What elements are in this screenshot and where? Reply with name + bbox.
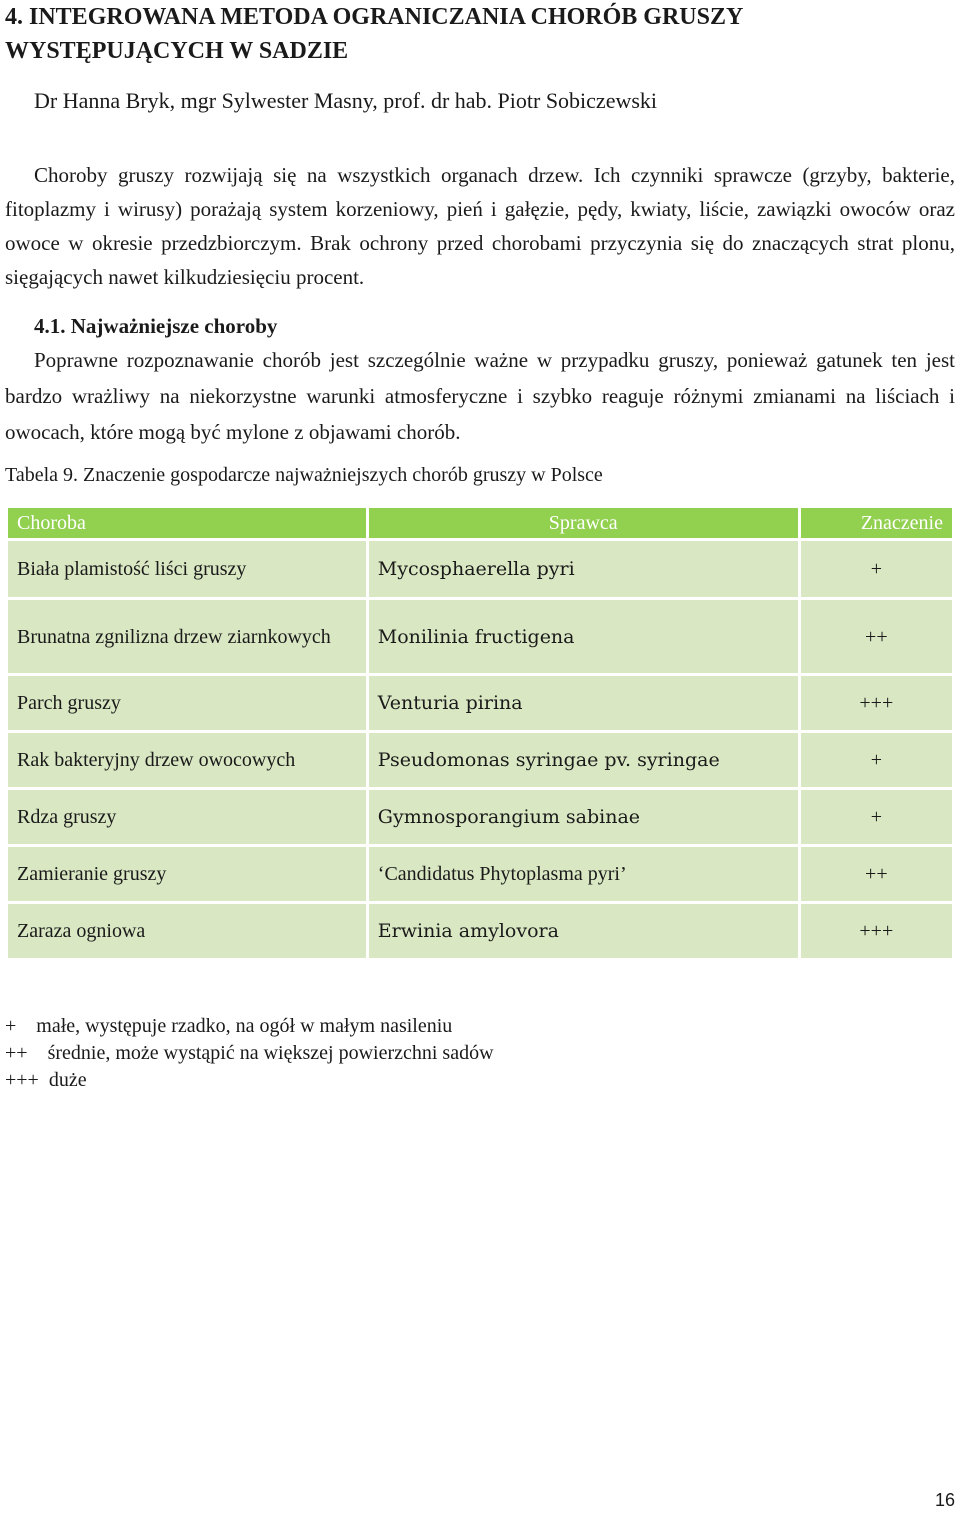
disease-cell: Parch gruszy bbox=[8, 676, 366, 730]
legend-symbol: ++ bbox=[5, 1042, 28, 1064]
legend-item bbox=[5, 1067, 494, 1094]
pathogen-cell: ‘Candidatus Phytoplasma pyri’ bbox=[369, 847, 798, 901]
disease-cell: Zamieranie gruszy bbox=[8, 847, 366, 901]
section-paragraph: Poprawne rozpoznawanie chorób jest szczególnie ważne w przypadku gruszy, ponieważ gatunek ten jest bardzo wrażliwy na niekorzystne warunki atmosferyczne i szybko reaguje różnymi zmianami na liściach i owocach, które mogą być mylone z objawami chorób. bbox=[5, 348, 955, 444]
authors: Dr Hanna Bryk, mgr Sylwester Masny, prof. dr hab. Piotr Sobiczewski bbox=[34, 88, 658, 113]
importance-cell: + bbox=[801, 733, 952, 787]
importance-cell: + bbox=[801, 541, 952, 597]
pathogen-cell: Erwinia amylovora bbox=[369, 904, 798, 958]
legend-text: małe, występuje rzadko, na ogół w małym nasileniu bbox=[36, 1015, 453, 1037]
pathogen-cell: Pseudomonas syringae pv. syringae bbox=[369, 733, 798, 787]
table-caption: Tabela 9. Znaczenie gospodarcze najważniejszych chorób gruszy w Polsce bbox=[5, 464, 603, 486]
section-heading: 4.1. Najważniejsze choroby bbox=[34, 314, 278, 338]
table-header-row bbox=[8, 508, 952, 538]
table-row bbox=[8, 847, 952, 901]
table-row bbox=[8, 733, 952, 787]
table-row bbox=[8, 904, 952, 958]
legend-item bbox=[5, 1040, 494, 1067]
pathogen-cell: Venturia pirina bbox=[369, 676, 798, 730]
pathogen-cell: Monilinia fructigena bbox=[369, 600, 798, 673]
legend-symbol: + bbox=[5, 1015, 17, 1037]
table-row bbox=[8, 600, 952, 673]
pathogen-cell: Gymnosporangium sabinae bbox=[369, 790, 798, 844]
disease-table bbox=[5, 505, 955, 961]
disease-cell: Rdza gruszy bbox=[8, 790, 366, 844]
chapter-title: 4. INTEGROWANA METODA OGRANICZANIA CHORÓB GRUSZY WYSTĘPUJĄCYCH W SADZIE bbox=[5, 4, 743, 64]
pathogen-cell: Mycosphaerella pyri bbox=[369, 541, 798, 597]
disease-cell: Rak bakteryjny drzew owocowych bbox=[8, 733, 366, 787]
legend-item bbox=[5, 1013, 494, 1040]
legend-text: średnie, może wystąpić na większej powierzchni sadów bbox=[47, 1042, 494, 1064]
table-row bbox=[8, 676, 952, 730]
importance-cell: +++ bbox=[801, 676, 952, 730]
page-number: 16 bbox=[934, 1490, 955, 1510]
intro-paragraph: Choroby gruszy rozwijają się na wszystkich organach drzew. Ich czynniki sprawcze (grzyby, bakterie, fitoplazmy i wirusy) porażają system korzeniowy, pień i gałęzie, pędy, kwiaty, liście, zawiązki owoców oraz owoce w okresie przedzbiorczym. Brak ochrony przed chorobami przyczynia się do znaczących strat plonu, sięgających nawet kilkudziesięciu procent. bbox=[5, 163, 955, 289]
header-disease: Choroba bbox=[8, 508, 366, 538]
legend-symbol: +++ bbox=[5, 1069, 39, 1091]
importance-cell: ++ bbox=[801, 600, 952, 673]
legend-text: duże bbox=[48, 1069, 87, 1091]
header-pathogen: Sprawca bbox=[369, 508, 798, 538]
table-row bbox=[8, 790, 952, 844]
disease-cell: Brunatna zgnilizna drzew ziarnkowych bbox=[8, 600, 366, 673]
importance-cell: +++ bbox=[801, 904, 952, 958]
importance-cell: + bbox=[801, 790, 952, 844]
disease-cell: Zaraza ogniowa bbox=[8, 904, 366, 958]
importance-cell: ++ bbox=[801, 847, 952, 901]
legend bbox=[5, 1013, 494, 1094]
table-row bbox=[8, 541, 952, 597]
disease-cell: Biała plamistość liści gruszy bbox=[8, 541, 366, 597]
header-importance: Znaczenie bbox=[801, 508, 952, 538]
